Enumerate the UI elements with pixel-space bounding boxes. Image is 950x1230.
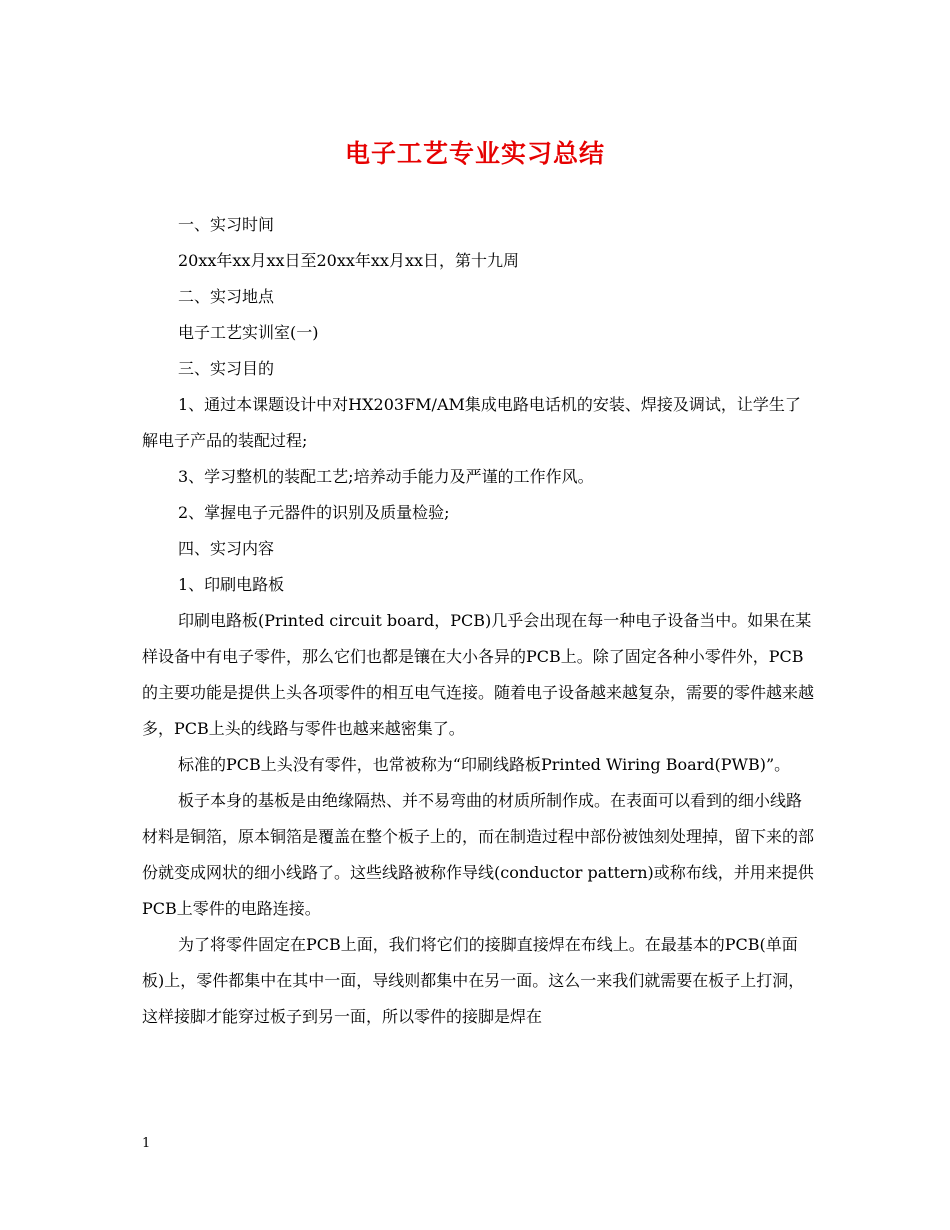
internship-location: 电子工艺实训室(一) <box>178 323 319 342</box>
body-paragraph: 标准的PCB上头没有零件，也常被称为“印刷线路板Printed Wiring Board(PWB)”。 <box>178 755 791 774</box>
body-paragraph: 板子本身的基板是由绝缘隔热、并不易弯曲的材质所制作成。在表面可以看到的细小线路材料是铜箔，原本铜箔是覆盖在整个板子上的，而在制造过程中部份被蚀刻处理掉，留下来的部份就变成网状的细小线路了。这些线路被称作导线(conductor pattern)或称布线，并用来提供PCB上零件的电路连接。 <box>142 791 815 918</box>
section-heading-location: 二、实习地点 <box>178 287 275 306</box>
page-number: 1 <box>142 1136 151 1151</box>
section-heading-purpose: 三、实习目的 <box>178 359 275 378</box>
internship-dates: 20xx年xx月xx日至20xx年xx月xx日，第十九周 <box>178 251 520 270</box>
section-heading-content: 四、实习内容 <box>178 539 275 558</box>
document-body <box>142 207 814 1035</box>
purpose-item: 3、学习整机的装配工艺;培养动手能力及严谨的工作作风。 <box>178 467 594 486</box>
document-title: 电子工艺专业实习总结 <box>344 139 605 168</box>
purpose-item: 1、通过本课题设计中对HX203FM/AM集成电路电话机的安装、焊接及调试，让学生了解电子产品的装配过程; <box>142 395 801 450</box>
body-paragraph: 为了将零件固定在PCB上面，我们将它们的接脚直接焊在布线上。在最基本的PCB(单面板)上，零件都集中在其中一面，导线则都集中在另一面。这么一来我们就需要在板子上打洞，这样接脚才能穿过板子到另一面，所以零件的接脚是焊在 <box>142 935 805 1026</box>
subsection-heading-pcb: 1、印刷电路板 <box>178 575 285 594</box>
purpose-item: 2、掌握电子元器件的识别及质量检验; <box>178 503 450 522</box>
body-paragraph: 印刷电路板(Printed circuit board，PCB)几乎会出现在每一种电子设备当中。如果在某样设备中有电子零件，那么它们也都是镶在大小各异的PCB上。除了固定各种小零件外，PCB的主要功能是提供上头各项零件的相互电气连接。随着电子设备越来越复杂，需要的零件越来越多，PCB上头的线路与零件也越来越密集了。 <box>142 611 815 738</box>
section-heading-time: 一、实习时间 <box>178 215 275 234</box>
